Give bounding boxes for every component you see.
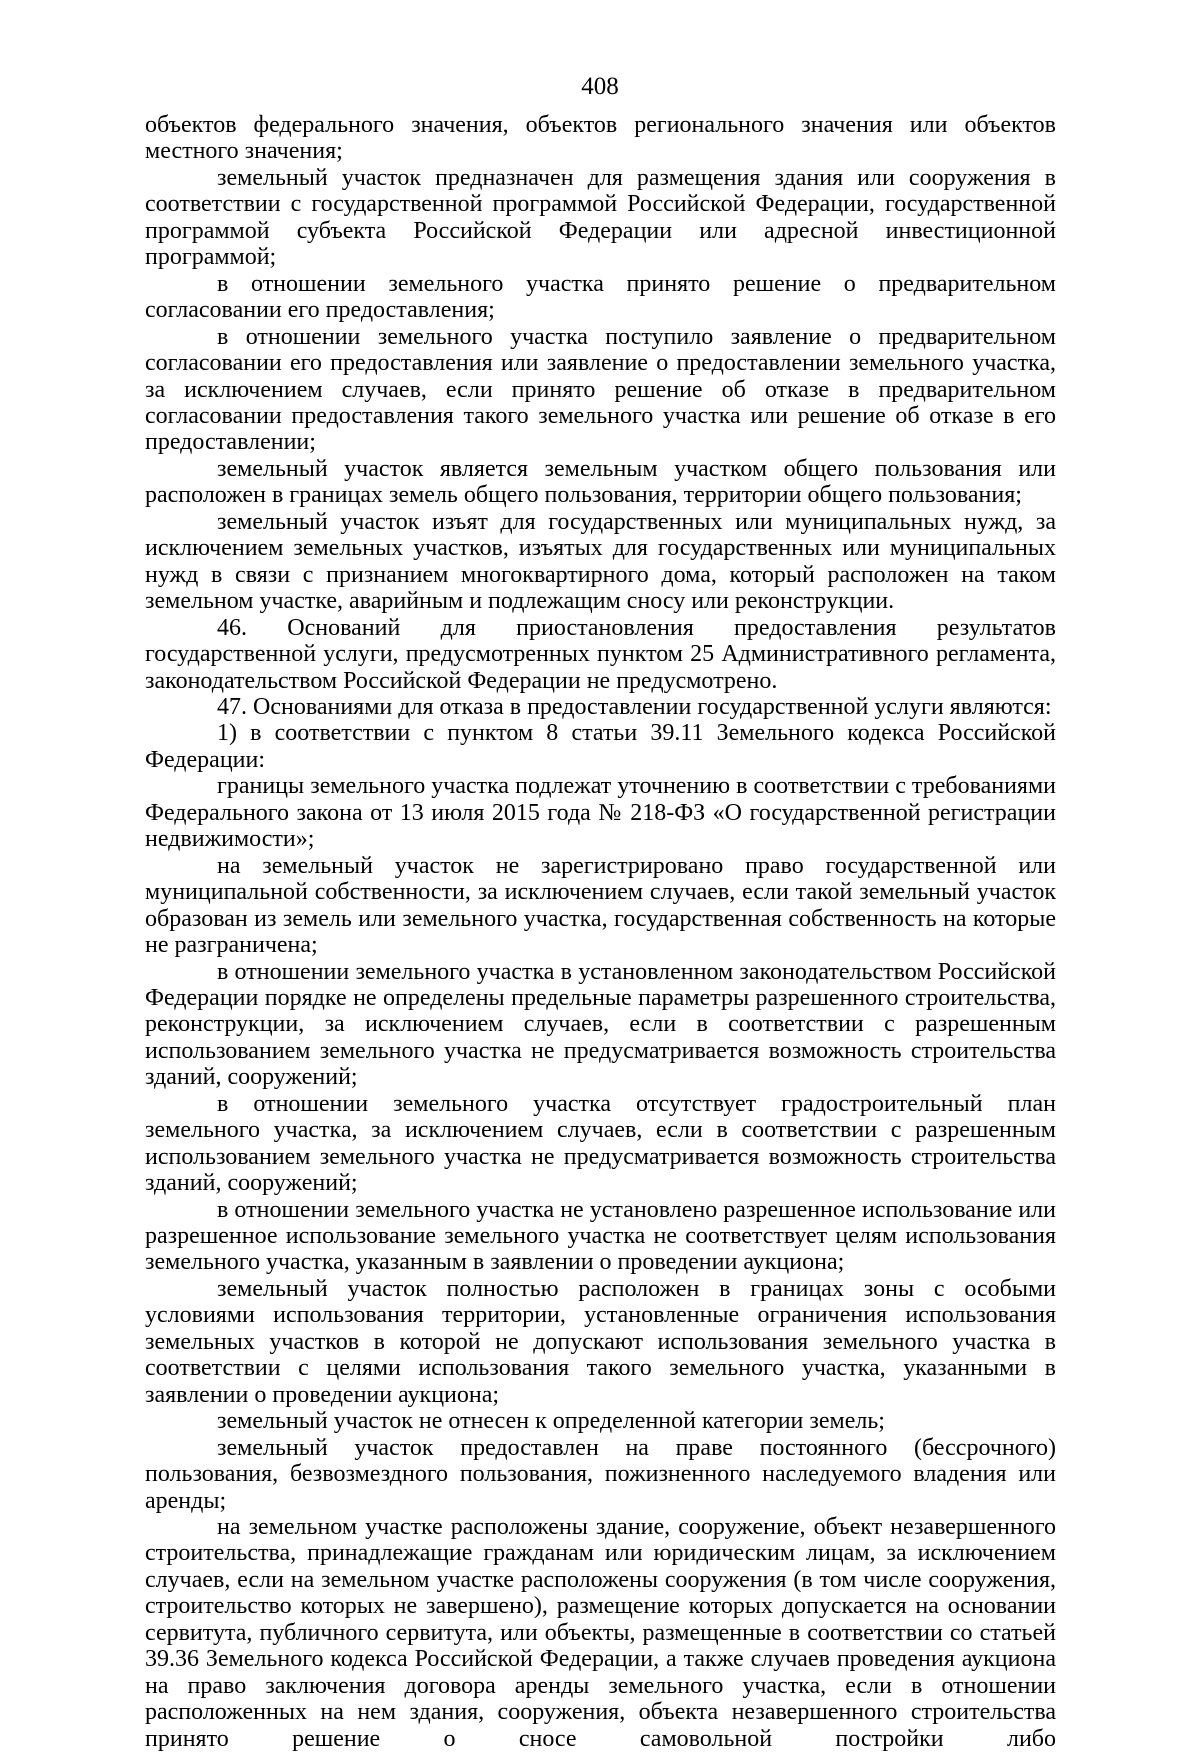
page-number: 408 [581,73,619,100]
paragraph: на земельный участок не зарегистрировано право государственной или муниципальной собственности, за исключением случаев, если такой земельный участок образован из земель или земельного участка, государственная собственность на которые не разграничена; [145,852,1056,959]
paragraph: в отношении земельного участка в установленном законодательством Российской Федерации порядке не определены предельные параметры разрешенного строительства, реконструкции, за исключением случаев, если в соответствии с разрешенным использованием земельного участка не предусматривается возможность строительства зданий, сооружений; [145,958,1056,1091]
paragraph: земельный участок предназначен для размещения здания или сооружения в соответствии с государственной программой Российской Федерации, государственной программой субъекта Российской Федерации или адресной инвестиционной программой; [145,164,1056,271]
paragraph: на земельном участке расположены здание, сооружение, объект незавершенного строительства, принадлежащие гражданам или юридическим лицам, за исключением случаев, если на земельном участке расположены сооружения (в том числе сооружения, строительство которых не завершено), размещение которых допускается на основании сервитута, публичного сервитута, или объекты, размещенные в соответствии со статьей 39.36 Земельного кодекса Российской Федерации, а также случаев проведения аукциона на право заключения договора аренды земельного участка, если в отношении расположенных на нем здания, сооружения, объекта незавершенного строительства принято решение о сносе самовольной постройки либо [145,1514,1056,1752]
paragraph: в отношении земельного участка отсутствует градостроительный план земельного участка, за исключением случаев, если в соответствии с разрешенным использованием земельного участка не предусматривается возможность строительства зданий, сооружений; [145,1090,1056,1197]
paragraph: земельный участок полностью расположен в границах зоны с особыми условиями использования территории, установленные ограничения использования земельных участков в которой не допускают использования земельного участка в соответствии с целями использования такого земельного участка, указанными в заявлении о проведении аукциона; [145,1275,1056,1408]
paragraph: в отношении земельного участка принято решение о предварительном согласовании его предоставления; [145,270,1056,324]
paragraph: земельный участок не отнесен к определенной категории земель; [217,1408,885,1435]
paragraph: 1) в соответствии с пунктом 8 статьи 39.11 Земельного кодекса Российской Федерации: [145,720,1056,773]
paragraph: земельный участок является земельным участком общего пользования или расположен в границах земель общего пользования, территории общего пользования; [145,455,1056,509]
paragraph: земельный участок изъят для государственных или муниципальных нужд, за исключением земельных участков, изъятых для государственных или муниципальных нужд в связи с признанием многоквартирного дома, который расположен на таком земельном участке, аварийным и подлежащим сносу или реконструкции. [145,508,1056,615]
paragraph: в отношении земельного участка поступило заявление о предварительном согласовании его предоставления или заявление о предоставлении земельного участка, за исключением случаев, если принято решение об отказе в предварительном согласовании предоставления такого земельного участка или решение об отказе в его предоставлении; [145,323,1056,456]
paragraph: границы земельного участка подлежат уточнению в соответствии с требованиями Федерального закона от 13 июля 2015 года № 218-ФЗ «О государственной регистрации недвижимости»; [145,773,1056,853]
document-body [145,112,1056,1752]
paragraph: в отношении земельного участка не установлено разрешенное использование или разрешенное использование земельного участка не соответствует целям использования земельного участка, указанным в заявлении о проведении аукциона; [145,1196,1056,1276]
paragraph: объектов федерального значения, объектов регионального значения или объектов местного значения; [145,112,1056,165]
paragraph: 47. Основаниями для отказа в предоставлении государственной услуги являются: [217,693,1052,720]
paragraph: 46. Оснований для приостановления предоставления результатов государственной услуги, предусмотренных пунктом 25 Административного регламента, законодательством Российской Федерации не предусмотрено. [145,614,1056,694]
paragraph: земельный участок предоставлен на праве постоянного (бессрочного) пользования, безвозмездного пользования, пожизненного наследуемого владения или аренды; [145,1434,1056,1514]
